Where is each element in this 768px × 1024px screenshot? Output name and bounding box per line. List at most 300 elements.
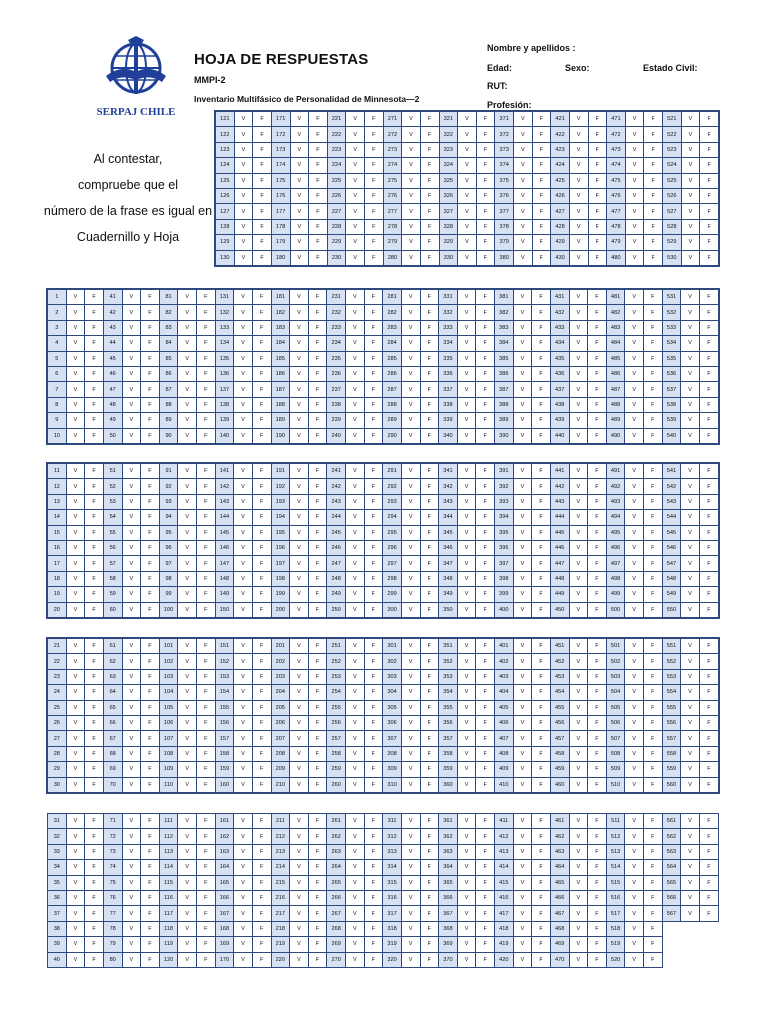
answer-true-box[interactable]: V: [681, 669, 700, 684]
answer-false-box[interactable]: F: [588, 685, 607, 700]
answer-false-box[interactable]: F: [252, 556, 271, 571]
answer-true-box[interactable]: V: [178, 305, 197, 320]
answer-false-box[interactable]: F: [364, 382, 383, 397]
answer-true-box[interactable]: V: [346, 875, 365, 890]
answer-false-box[interactable]: F: [476, 428, 495, 443]
answer-true-box[interactable]: V: [457, 700, 476, 715]
answer-true-box[interactable]: V: [681, 700, 700, 715]
answer-true-box[interactable]: V: [625, 814, 644, 829]
answer-false-box[interactable]: F: [252, 639, 271, 654]
answer-false-box[interactable]: F: [644, 204, 663, 219]
answer-true-box[interactable]: V: [401, 382, 420, 397]
answer-false-box[interactable]: F: [364, 906, 383, 921]
answer-false-box[interactable]: F: [141, 731, 160, 746]
answer-false-box[interactable]: F: [532, 510, 551, 525]
answer-false-box[interactable]: F: [588, 188, 607, 203]
answer-true-box[interactable]: V: [234, 952, 253, 967]
answer-false-box[interactable]: F: [532, 112, 551, 127]
answer-true-box[interactable]: V: [66, 731, 85, 746]
answer-true-box[interactable]: V: [401, 413, 420, 428]
answer-true-box[interactable]: V: [625, 428, 644, 443]
answer-true-box[interactable]: V: [66, 397, 85, 412]
answer-false-box[interactable]: F: [420, 494, 439, 509]
answer-true-box[interactable]: V: [513, 571, 532, 586]
answer-false-box[interactable]: F: [644, 814, 663, 829]
answer-false-box[interactable]: F: [588, 875, 607, 890]
answer-true-box[interactable]: V: [625, 382, 644, 397]
answer-true-box[interactable]: V: [290, 540, 309, 555]
answer-false-box[interactable]: F: [420, 844, 439, 859]
answer-false-box[interactable]: F: [364, 366, 383, 381]
answer-true-box[interactable]: V: [122, 669, 141, 684]
answer-false-box[interactable]: F: [197, 587, 216, 602]
answer-true-box[interactable]: V: [457, 556, 476, 571]
answer-false-box[interactable]: F: [85, 937, 104, 952]
answer-true-box[interactable]: V: [625, 746, 644, 761]
answer-false-box[interactable]: F: [85, 320, 104, 335]
answer-true-box[interactable]: V: [402, 235, 421, 250]
answer-true-box[interactable]: V: [122, 305, 141, 320]
answer-false-box[interactable]: F: [308, 814, 327, 829]
answer-false-box[interactable]: F: [588, 937, 607, 952]
answer-true-box[interactable]: V: [234, 602, 253, 617]
answer-true-box[interactable]: V: [66, 351, 85, 366]
answer-false-box[interactable]: F: [532, 921, 551, 936]
answer-false-box[interactable]: F: [364, 715, 383, 730]
answer-true-box[interactable]: V: [458, 250, 477, 265]
answer-false-box[interactable]: F: [644, 571, 663, 586]
answer-true-box[interactable]: V: [290, 906, 309, 921]
answer-false-box[interactable]: F: [420, 860, 439, 875]
answer-true-box[interactable]: V: [290, 382, 309, 397]
answer-true-box[interactable]: V: [234, 479, 253, 494]
answer-true-box[interactable]: V: [569, 158, 588, 173]
answer-false-box[interactable]: F: [252, 890, 271, 905]
answer-false-box[interactable]: F: [699, 525, 718, 540]
answer-false-box[interactable]: F: [476, 731, 495, 746]
answer-false-box[interactable]: F: [364, 669, 383, 684]
answer-true-box[interactable]: V: [66, 540, 85, 555]
answer-false-box[interactable]: F: [476, 142, 495, 157]
answer-false-box[interactable]: F: [197, 510, 216, 525]
answer-false-box[interactable]: F: [197, 571, 216, 586]
answer-true-box[interactable]: V: [681, 305, 700, 320]
answer-false-box[interactable]: F: [308, 685, 327, 700]
answer-false-box[interactable]: F: [364, 540, 383, 555]
answer-false-box[interactable]: F: [476, 510, 495, 525]
answer-true-box[interactable]: V: [401, 320, 420, 335]
answer-false-box[interactable]: F: [253, 127, 272, 142]
answer-true-box[interactable]: V: [569, 219, 588, 234]
answer-true-box[interactable]: V: [234, 556, 253, 571]
answer-false-box[interactable]: F: [532, 235, 551, 250]
answer-false-box[interactable]: F: [644, 587, 663, 602]
answer-false-box[interactable]: F: [476, 715, 495, 730]
answer-true-box[interactable]: V: [514, 173, 533, 188]
answer-false-box[interactable]: F: [699, 890, 718, 905]
answer-false-box[interactable]: F: [644, 479, 663, 494]
answer-true-box[interactable]: V: [457, 715, 476, 730]
answer-false-box[interactable]: F: [532, 746, 551, 761]
answer-true-box[interactable]: V: [681, 428, 700, 443]
answer-false-box[interactable]: F: [364, 464, 383, 479]
answer-true-box[interactable]: V: [290, 829, 309, 844]
answer-true-box[interactable]: V: [122, 540, 141, 555]
answer-false-box[interactable]: F: [532, 479, 551, 494]
answer-true-box[interactable]: V: [569, 860, 588, 875]
answer-true-box[interactable]: V: [513, 464, 532, 479]
answer-true-box[interactable]: V: [457, 860, 476, 875]
answer-false-box[interactable]: F: [141, 952, 160, 967]
answer-false-box[interactable]: F: [141, 685, 160, 700]
answer-true-box[interactable]: V: [290, 235, 309, 250]
answer-true-box[interactable]: V: [290, 731, 309, 746]
answer-true-box[interactable]: V: [681, 715, 700, 730]
answer-true-box[interactable]: V: [234, 366, 253, 381]
answer-false-box[interactable]: F: [197, 639, 216, 654]
answer-false-box[interactable]: F: [644, 464, 663, 479]
answer-false-box[interactable]: F: [141, 814, 160, 829]
answer-false-box[interactable]: F: [699, 540, 718, 555]
answer-true-box[interactable]: V: [234, 290, 253, 305]
answer-false-box[interactable]: F: [141, 715, 160, 730]
answer-true-box[interactable]: V: [401, 875, 420, 890]
answer-false-box[interactable]: F: [308, 602, 327, 617]
answer-false-box[interactable]: F: [364, 921, 383, 936]
answer-true-box[interactable]: V: [625, 952, 644, 967]
answer-true-box[interactable]: V: [346, 669, 365, 684]
answer-false-box[interactable]: F: [85, 571, 104, 586]
answer-false-box[interactable]: F: [532, 952, 551, 967]
answer-true-box[interactable]: V: [457, 844, 476, 859]
answer-false-box[interactable]: F: [252, 305, 271, 320]
answer-false-box[interactable]: F: [85, 906, 104, 921]
answer-false-box[interactable]: F: [476, 875, 495, 890]
answer-false-box[interactable]: F: [700, 235, 719, 250]
answer-false-box[interactable]: F: [365, 204, 384, 219]
answer-false-box[interactable]: F: [85, 290, 104, 305]
answer-false-box[interactable]: F: [644, 844, 663, 859]
answer-false-box[interactable]: F: [365, 219, 384, 234]
answer-true-box[interactable]: V: [513, 952, 532, 967]
answer-false-box[interactable]: F: [197, 397, 216, 412]
answer-true-box[interactable]: V: [401, 540, 420, 555]
answer-true-box[interactable]: V: [681, 829, 700, 844]
answer-true-box[interactable]: V: [458, 127, 477, 142]
answer-true-box[interactable]: V: [346, 715, 365, 730]
answer-false-box[interactable]: F: [197, 875, 216, 890]
answer-true-box[interactable]: V: [178, 762, 197, 777]
answer-false-box[interactable]: F: [309, 158, 328, 173]
answer-false-box[interactable]: F: [141, 571, 160, 586]
answer-false-box[interactable]: F: [532, 844, 551, 859]
answer-true-box[interactable]: V: [569, 906, 588, 921]
answer-false-box[interactable]: F: [420, 700, 439, 715]
answer-true-box[interactable]: V: [346, 639, 365, 654]
answer-false-box[interactable]: F: [588, 397, 607, 412]
answer-false-box[interactable]: F: [141, 844, 160, 859]
answer-false-box[interactable]: F: [364, 937, 383, 952]
answer-true-box[interactable]: V: [569, 290, 588, 305]
answer-true-box[interactable]: V: [178, 875, 197, 890]
answer-false-box[interactable]: F: [476, 952, 495, 967]
answer-true-box[interactable]: V: [122, 510, 141, 525]
answer-false-box[interactable]: F: [476, 829, 495, 844]
answer-false-box[interactable]: F: [253, 250, 272, 265]
answer-false-box[interactable]: F: [476, 639, 495, 654]
answer-false-box[interactable]: F: [588, 112, 607, 127]
answer-true-box[interactable]: V: [513, 525, 532, 540]
answer-false-box[interactable]: F: [252, 937, 271, 952]
answer-false-box[interactable]: F: [365, 235, 384, 250]
answer-true-box[interactable]: V: [401, 860, 420, 875]
answer-true-box[interactable]: V: [401, 777, 420, 792]
answer-false-box[interactable]: F: [365, 127, 384, 142]
answer-false-box[interactable]: F: [644, 305, 663, 320]
answer-false-box[interactable]: F: [644, 397, 663, 412]
answer-false-box[interactable]: F: [308, 890, 327, 905]
answer-true-box[interactable]: V: [234, 814, 253, 829]
answer-true-box[interactable]: V: [625, 685, 644, 700]
answer-false-box[interactable]: F: [699, 654, 718, 669]
answer-false-box[interactable]: F: [699, 875, 718, 890]
answer-false-box[interactable]: F: [252, 382, 271, 397]
answer-true-box[interactable]: V: [625, 397, 644, 412]
answer-true-box[interactable]: V: [625, 540, 644, 555]
answer-false-box[interactable]: F: [197, 814, 216, 829]
answer-false-box[interactable]: F: [700, 127, 719, 142]
answer-false-box[interactable]: F: [644, 525, 663, 540]
answer-true-box[interactable]: V: [681, 188, 700, 203]
answer-false-box[interactable]: F: [644, 746, 663, 761]
answer-false-box[interactable]: F: [364, 860, 383, 875]
answer-false-box[interactable]: F: [141, 762, 160, 777]
answer-false-box[interactable]: F: [588, 219, 607, 234]
answer-true-box[interactable]: V: [122, 777, 141, 792]
answer-true-box[interactable]: V: [401, 731, 420, 746]
answer-true-box[interactable]: V: [178, 844, 197, 859]
answer-false-box[interactable]: F: [308, 906, 327, 921]
answer-false-box[interactable]: F: [141, 320, 160, 335]
answer-true-box[interactable]: V: [66, 906, 85, 921]
answer-true-box[interactable]: V: [513, 336, 532, 351]
answer-false-box[interactable]: F: [532, 906, 551, 921]
answer-true-box[interactable]: V: [178, 731, 197, 746]
answer-true-box[interactable]: V: [178, 937, 197, 952]
answer-true-box[interactable]: V: [458, 204, 477, 219]
answer-false-box[interactable]: F: [308, 428, 327, 443]
answer-true-box[interactable]: V: [66, 715, 85, 730]
answer-false-box[interactable]: F: [253, 235, 272, 250]
answer-false-box[interactable]: F: [476, 654, 495, 669]
answer-true-box[interactable]: V: [457, 525, 476, 540]
answer-true-box[interactable]: V: [681, 173, 700, 188]
answer-false-box[interactable]: F: [364, 890, 383, 905]
answer-false-box[interactable]: F: [253, 204, 272, 219]
answer-true-box[interactable]: V: [457, 937, 476, 952]
answer-false-box[interactable]: F: [588, 320, 607, 335]
answer-true-box[interactable]: V: [234, 428, 253, 443]
answer-true-box[interactable]: V: [346, 571, 365, 586]
answer-true-box[interactable]: V: [402, 173, 421, 188]
answer-false-box[interactable]: F: [644, 428, 663, 443]
answer-false-box[interactable]: F: [85, 413, 104, 428]
answer-true-box[interactable]: V: [513, 731, 532, 746]
answer-false-box[interactable]: F: [364, 587, 383, 602]
answer-true-box[interactable]: V: [66, 428, 85, 443]
answer-true-box[interactable]: V: [66, 639, 85, 654]
answer-true-box[interactable]: V: [625, 700, 644, 715]
answer-false-box[interactable]: F: [252, 906, 271, 921]
answer-false-box[interactable]: F: [308, 777, 327, 792]
answer-true-box[interactable]: V: [457, 479, 476, 494]
answer-true-box[interactable]: V: [569, 397, 588, 412]
answer-true-box[interactable]: V: [569, 829, 588, 844]
answer-true-box[interactable]: V: [178, 479, 197, 494]
answer-false-box[interactable]: F: [699, 685, 718, 700]
answer-true-box[interactable]: V: [569, 235, 588, 250]
answer-true-box[interactable]: V: [458, 219, 477, 234]
answer-true-box[interactable]: V: [569, 669, 588, 684]
answer-false-box[interactable]: F: [364, 814, 383, 829]
answer-true-box[interactable]: V: [346, 494, 365, 509]
answer-true-box[interactable]: V: [625, 937, 644, 952]
answer-false-box[interactable]: F: [644, 715, 663, 730]
answer-false-box[interactable]: F: [364, 829, 383, 844]
answer-true-box[interactable]: V: [290, 952, 309, 967]
answer-true-box[interactable]: V: [234, 305, 253, 320]
answer-true-box[interactable]: V: [178, 715, 197, 730]
answer-true-box[interactable]: V: [625, 112, 644, 127]
answer-true-box[interactable]: V: [290, 158, 309, 173]
answer-true-box[interactable]: V: [569, 142, 588, 157]
answer-false-box[interactable]: F: [252, 290, 271, 305]
answer-true-box[interactable]: V: [346, 654, 365, 669]
answer-false-box[interactable]: F: [420, 290, 439, 305]
answer-true-box[interactable]: V: [122, 556, 141, 571]
answer-true-box[interactable]: V: [625, 351, 644, 366]
answer-true-box[interactable]: V: [513, 860, 532, 875]
answer-true-box[interactable]: V: [290, 127, 309, 142]
answer-false-box[interactable]: F: [588, 731, 607, 746]
answer-false-box[interactable]: F: [197, 844, 216, 859]
answer-true-box[interactable]: V: [457, 746, 476, 761]
answer-true-box[interactable]: V: [178, 494, 197, 509]
answer-true-box[interactable]: V: [234, 464, 253, 479]
answer-false-box[interactable]: F: [308, 829, 327, 844]
answer-false-box[interactable]: F: [588, 142, 607, 157]
answer-false-box[interactable]: F: [699, 556, 718, 571]
answer-false-box[interactable]: F: [197, 921, 216, 936]
answer-false-box[interactable]: F: [364, 685, 383, 700]
answer-true-box[interactable]: V: [681, 479, 700, 494]
answer-true-box[interactable]: V: [681, 250, 700, 265]
answer-false-box[interactable]: F: [699, 746, 718, 761]
answer-true-box[interactable]: V: [513, 906, 532, 921]
answer-true-box[interactable]: V: [681, 875, 700, 890]
answer-true-box[interactable]: V: [178, 556, 197, 571]
answer-true-box[interactable]: V: [625, 715, 644, 730]
answer-false-box[interactable]: F: [364, 654, 383, 669]
answer-false-box[interactable]: F: [588, 428, 607, 443]
answer-false-box[interactable]: F: [588, 921, 607, 936]
answer-true-box[interactable]: V: [625, 305, 644, 320]
answer-true-box[interactable]: V: [625, 762, 644, 777]
answer-true-box[interactable]: V: [122, 382, 141, 397]
answer-false-box[interactable]: F: [365, 158, 384, 173]
answer-true-box[interactable]: V: [346, 464, 365, 479]
answer-false-box[interactable]: F: [588, 204, 607, 219]
answer-true-box[interactable]: V: [290, 397, 309, 412]
answer-false-box[interactable]: F: [141, 654, 160, 669]
answer-true-box[interactable]: V: [513, 479, 532, 494]
answer-false-box[interactable]: F: [644, 639, 663, 654]
answer-true-box[interactable]: V: [290, 814, 309, 829]
answer-false-box[interactable]: F: [588, 464, 607, 479]
answer-false-box[interactable]: F: [252, 366, 271, 381]
answer-true-box[interactable]: V: [458, 112, 477, 127]
answer-true-box[interactable]: V: [457, 685, 476, 700]
answer-true-box[interactable]: V: [234, 351, 253, 366]
answer-false-box[interactable]: F: [197, 777, 216, 792]
answer-false-box[interactable]: F: [364, 556, 383, 571]
answer-true-box[interactable]: V: [346, 428, 365, 443]
answer-true-box[interactable]: V: [234, 525, 253, 540]
answer-true-box[interactable]: V: [122, 571, 141, 586]
answer-false-box[interactable]: F: [476, 219, 495, 234]
answer-false-box[interactable]: F: [141, 639, 160, 654]
answer-false-box[interactable]: F: [252, 860, 271, 875]
answer-true-box[interactable]: V: [234, 777, 253, 792]
answer-true-box[interactable]: V: [401, 669, 420, 684]
answer-false-box[interactable]: F: [699, 762, 718, 777]
answer-false-box[interactable]: F: [476, 382, 495, 397]
answer-true-box[interactable]: V: [681, 571, 700, 586]
answer-true-box[interactable]: V: [66, 525, 85, 540]
answer-false-box[interactable]: F: [588, 639, 607, 654]
answer-false-box[interactable]: F: [364, 428, 383, 443]
answer-false-box[interactable]: F: [532, 320, 551, 335]
answer-false-box[interactable]: F: [532, 173, 551, 188]
answer-true-box[interactable]: V: [569, 204, 588, 219]
answer-true-box[interactable]: V: [122, 937, 141, 952]
answer-false-box[interactable]: F: [309, 173, 328, 188]
answer-false-box[interactable]: F: [644, 351, 663, 366]
answer-false-box[interactable]: F: [532, 127, 551, 142]
answer-false-box[interactable]: F: [699, 479, 718, 494]
answer-false-box[interactable]: F: [364, 290, 383, 305]
answer-false-box[interactable]: F: [588, 777, 607, 792]
answer-true-box[interactable]: V: [346, 250, 365, 265]
answer-false-box[interactable]: F: [309, 112, 328, 127]
answer-false-box[interactable]: F: [197, 952, 216, 967]
answer-true-box[interactable]: V: [234, 860, 253, 875]
answer-true-box[interactable]: V: [178, 336, 197, 351]
answer-false-box[interactable]: F: [420, 112, 439, 127]
answer-true-box[interactable]: V: [66, 890, 85, 905]
answer-true-box[interactable]: V: [122, 602, 141, 617]
answer-true-box[interactable]: V: [346, 731, 365, 746]
answer-false-box[interactable]: F: [588, 173, 607, 188]
answer-false-box[interactable]: F: [476, 556, 495, 571]
answer-false-box[interactable]: F: [699, 494, 718, 509]
answer-false-box[interactable]: F: [420, 413, 439, 428]
answer-false-box[interactable]: F: [588, 351, 607, 366]
answer-false-box[interactable]: F: [252, 685, 271, 700]
answer-false-box[interactable]: F: [308, 875, 327, 890]
answer-true-box[interactable]: V: [346, 219, 365, 234]
answer-false-box[interactable]: F: [699, 382, 718, 397]
